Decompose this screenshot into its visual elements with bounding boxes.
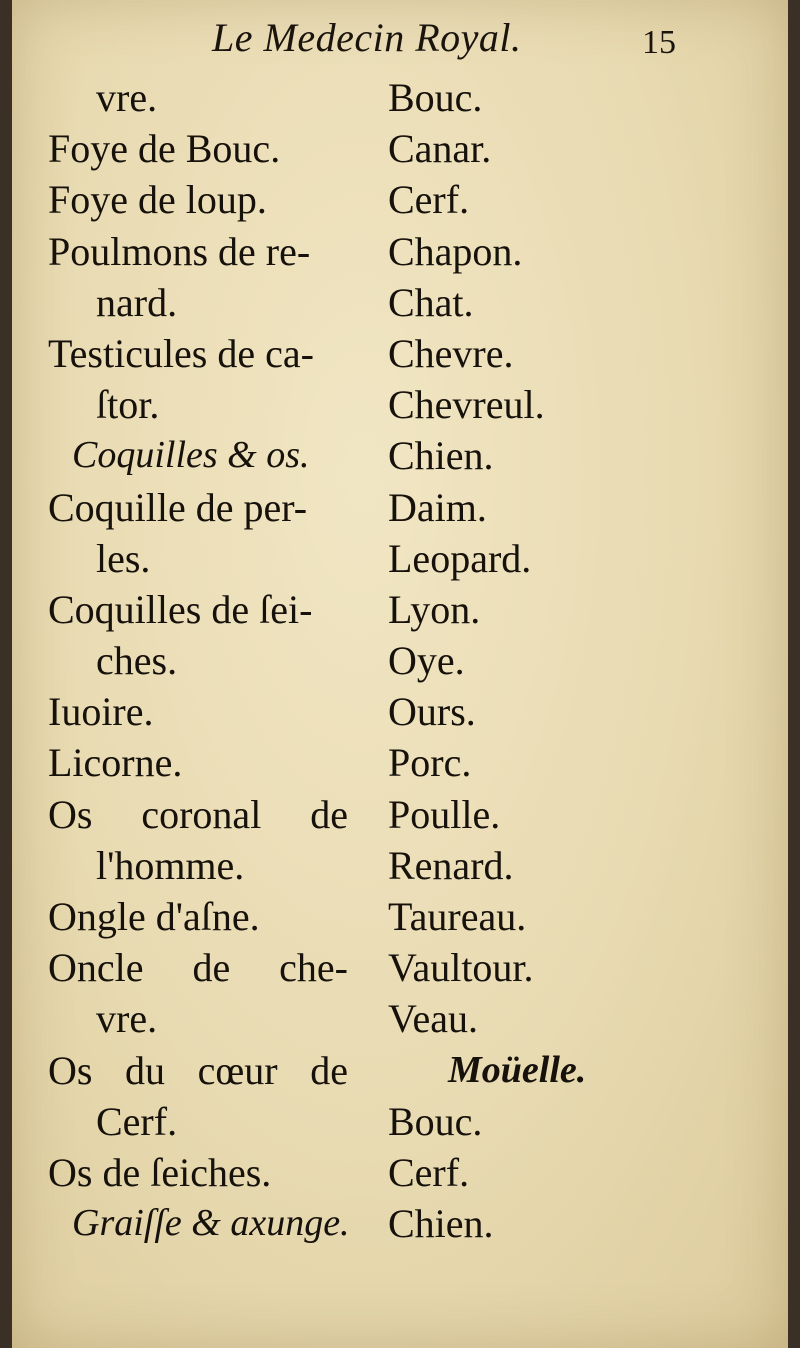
left-entry-line: Coquille de per- <box>48 484 308 530</box>
left-entry-line: Os de ſeiches. <box>48 1149 272 1195</box>
right-entry-line: Chien. <box>388 1201 494 1247</box>
right-entry-line: Chapon. <box>388 228 523 274</box>
left-entry-line: vre. <box>96 75 158 120</box>
left-entry-line: Iuoire. <box>48 689 154 735</box>
right-entry-line: Chevre. <box>388 330 514 376</box>
right-entry-line: Daim. <box>388 484 487 530</box>
left-entry-line: Foye de Bouc. <box>48 126 281 172</box>
right-entry-line: Canar. <box>388 126 492 172</box>
left-entry-line <box>48 1045 348 1096</box>
right-section-heading: Moüelle. <box>448 1048 587 1091</box>
right-entry-line: Chien. <box>388 433 494 479</box>
right-entry-line: Ours. <box>388 689 476 735</box>
right-entry-line: Poulle. <box>388 791 501 837</box>
right-entry-line: Chevreul. <box>388 382 545 428</box>
right-entry-line: Oye. <box>388 638 465 684</box>
left-entry-line: les. <box>96 535 151 581</box>
justified-word: Os <box>48 791 93 837</box>
right-entry-line: Renard. <box>388 842 514 888</box>
justified-word: du <box>125 1047 166 1093</box>
left-section-heading: Graiſſe & axunge. <box>72 1202 350 1245</box>
left-entry-line: vre. <box>96 996 158 1042</box>
left-entry-line: Licorne. <box>48 740 183 786</box>
right-entry-line: Cerf. <box>388 1149 470 1195</box>
justified-word: Oncle <box>48 945 144 991</box>
left-entry-line: ches. <box>96 638 178 684</box>
left-entry-line: Testicules de ca- <box>48 330 314 376</box>
justified-word: de <box>310 791 348 837</box>
left-entry-line: Ongle d'aſne. <box>48 894 260 939</box>
left-entry-line: nard. <box>96 279 178 325</box>
left-entry-line: Cerf. <box>96 1098 178 1144</box>
right-entry-line: Bouc. <box>388 1098 483 1144</box>
left-column-list <box>48 72 378 1249</box>
right-entry-line: Chat. <box>388 279 474 325</box>
left-entry-line: Foye de loup. <box>48 177 267 223</box>
right-entry-line: Cerf. <box>388 177 470 223</box>
right-entry-line: Taureau. <box>388 894 527 939</box>
page-number: 15 <box>642 24 676 61</box>
left-entry-line <box>48 942 348 993</box>
running-title: Le Medecin Royal. <box>212 15 522 60</box>
justified-word: Os <box>48 1047 93 1093</box>
right-entry-line: Bouc. <box>388 75 483 120</box>
right-entry-line: Leopard. <box>388 535 532 581</box>
right-entry-line: Lyon. <box>388 586 481 632</box>
right-column-list <box>366 72 666 1249</box>
left-entry-line: Coquilles de ſei- <box>48 586 313 632</box>
book-page <box>12 0 788 1348</box>
left-entry-line: l'homme. <box>96 842 245 888</box>
right-entry-line: Veau. <box>388 996 478 1042</box>
justified-word: coronal <box>141 791 262 837</box>
justified-word: cœur <box>197 1047 278 1093</box>
right-entry-line: Vaultour. <box>388 945 534 991</box>
left-entry-line <box>48 789 348 840</box>
left-entry-line: ſtor. <box>96 382 160 428</box>
justified-word: de <box>192 945 231 991</box>
left-section-heading: Coquilles & os. <box>72 434 310 477</box>
right-entry-line: Porc. <box>388 740 472 786</box>
left-entry-line: Poulmons de re- <box>48 228 311 274</box>
justified-word: che- <box>279 945 348 991</box>
justified-word: de <box>310 1047 348 1093</box>
